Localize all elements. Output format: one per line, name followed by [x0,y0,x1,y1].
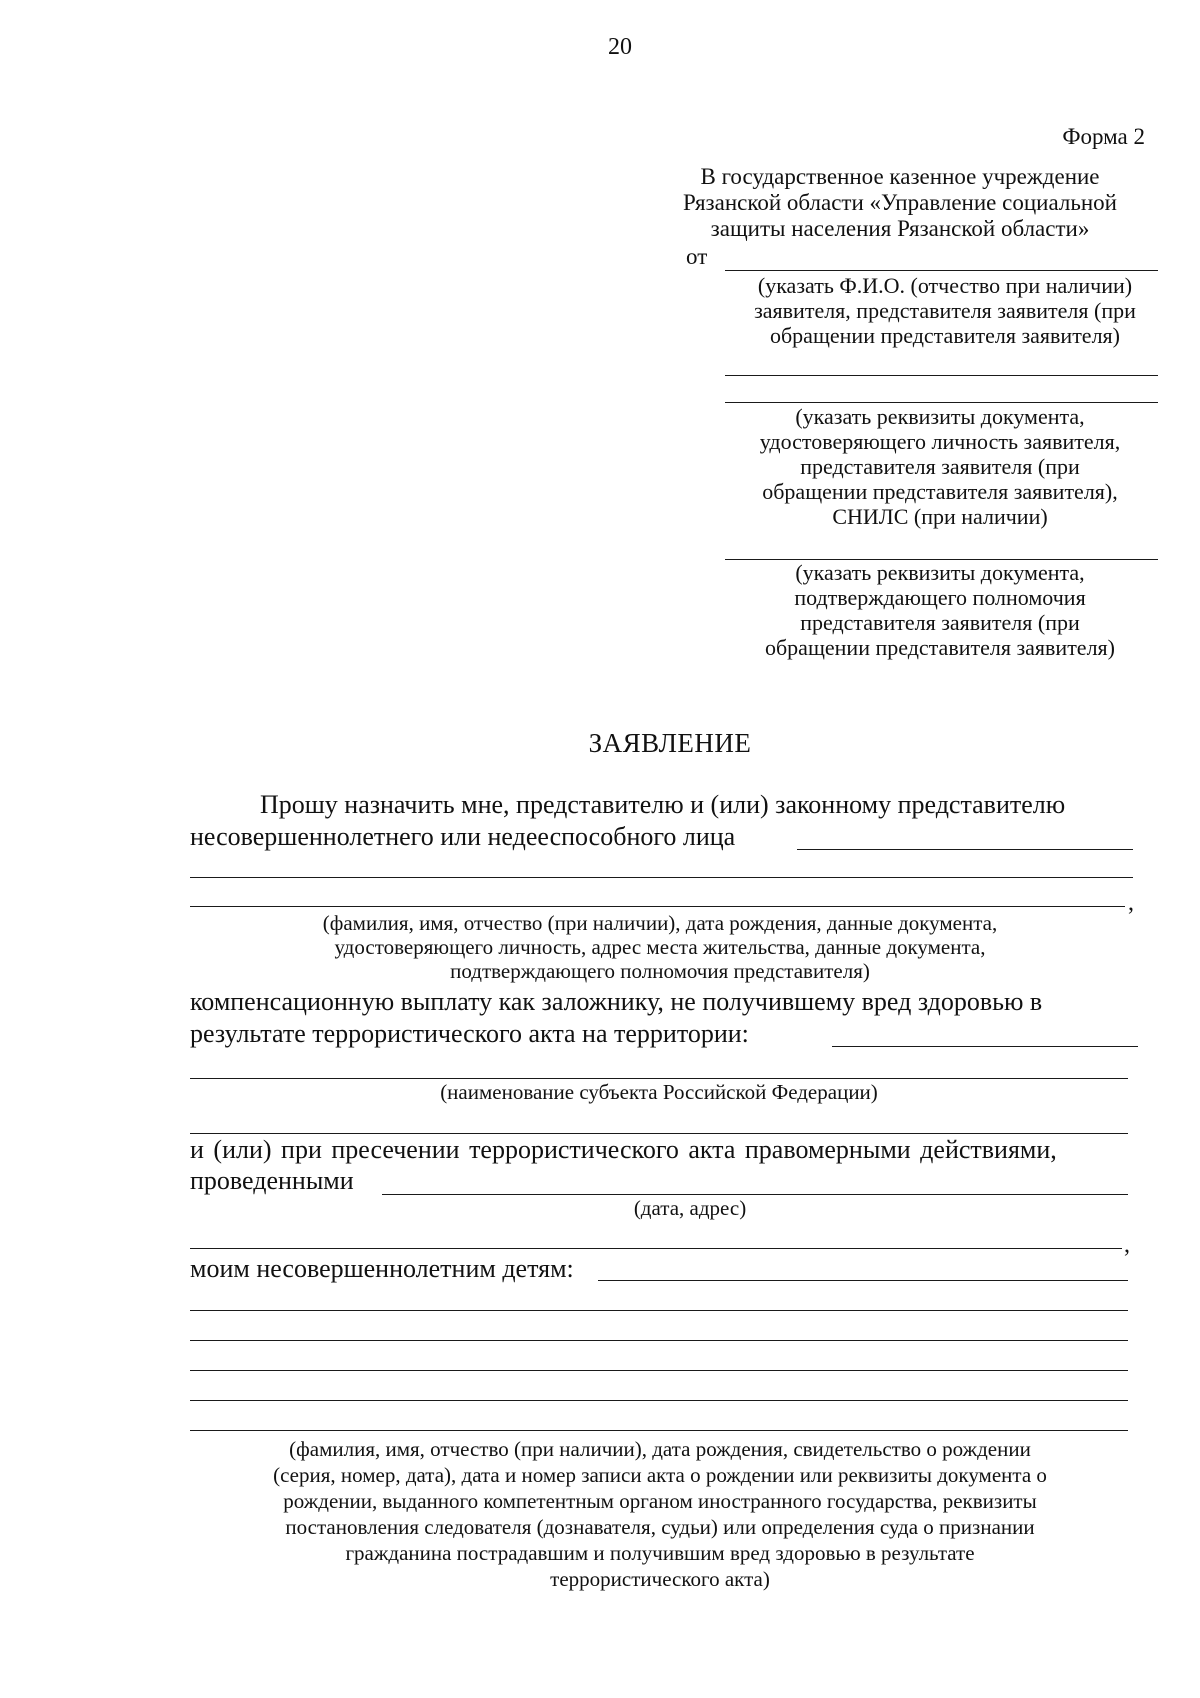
hint-line: подтверждающего полномочия [794,585,1086,610]
request-line-1: Прошу назначить мне, представителю и (или) законному представителю [260,790,1066,819]
hint-line: постановления следователя (дознавателя, судьи) или определения суда о признании [285,1515,1035,1539]
children-label: моим несовершеннолетним детям: [190,1254,574,1283]
hint-line: представителя заявителя (при [800,610,1080,635]
addressee-block [640,164,1160,242]
request-line-2: несовершеннолетнего или недееспособного лица [190,822,736,851]
hint-line: террористического акта) [550,1567,770,1591]
comma: , [1124,1232,1130,1258]
comma: , [1128,890,1134,916]
applicant-hint [715,273,1175,348]
date-address-field[interactable] [382,1194,1128,1195]
identity-document-field[interactable] [725,402,1158,403]
children-field[interactable] [598,1280,1128,1281]
identity-document-hint [705,404,1175,529]
hint-line: представителя заявителя (при [800,454,1080,479]
hint-line: обращении представителя заявителя), [762,479,1118,504]
date-address-hint: (дата, адрес) [633,1196,747,1220]
suppression-line-2: проведенными [190,1166,354,1195]
compensation-line-2: результате террористического акта на территории: [190,1019,749,1048]
authority-document-hint [720,560,1160,660]
hint-line: подтверждающего полномочия представителя) [450,959,870,983]
children-hint [160,1436,1160,1592]
document-title: ЗАЯВЛЕНИЕ [588,728,752,758]
from-label: от [686,244,708,269]
addressee-line: В государственное казенное учреждение [700,164,1100,189]
representative-field-line[interactable] [190,877,1133,878]
children-field-line[interactable] [190,1400,1128,1401]
children-field-line[interactable] [190,1430,1128,1431]
hint-line: гражданина пострадавшим и получившим вред здоровью в результате [345,1541,975,1565]
children-field-line[interactable] [190,1340,1128,1341]
children-field-line[interactable] [190,1370,1128,1371]
hint-line: (указать реквизиты документа, [795,404,1085,429]
addressee-line: защиты населения Рязанской области» [710,216,1090,241]
suppression-line-1: и (или) при пресечении террористического акта правомерными действиями, [190,1135,1057,1164]
addressee-line: Рязанской области «Управление социальной [683,190,1117,215]
hint-line: заявителя, представителя заявителя (при [754,298,1136,323]
date-address-field-line[interactable] [190,1248,1122,1249]
hint-line: удостоверяющего личность, адрес места жительства, данные документа, [334,935,986,959]
region-extra-field[interactable] [190,1133,1128,1134]
compensation-line-1: компенсационную выплату как заложнику, не получившему вред здоровью в [190,987,1043,1016]
page-number: 20 [608,34,632,60]
territory-field[interactable] [832,1046,1138,1047]
region-hint: (наименование субъекта Российской Федерации) [440,1080,878,1104]
hint-line: (указать Ф.И.О. (отчество при наличии) [757,273,1133,298]
hint-line: удостоверяющего личность заявителя, [759,429,1121,454]
representative-field-line[interactable] [190,906,1125,907]
hint-line: (фамилия, имя, отчество (при наличии), дата рождения, свидетельство о рождении [289,1437,1031,1461]
hint-line: (фамилия, имя, отчество (при наличии), дата рождения, данные документа, [322,911,998,935]
hint-line: обращении представителя заявителя) [764,635,1115,660]
representative-field[interactable] [797,849,1133,850]
children-field-line[interactable] [190,1310,1128,1311]
hint-line: СНИЛС (при наличии) [832,504,1048,529]
hint-line: обращении представителя заявителя) [769,323,1120,348]
hint-line: (серия, номер, дата), дата и номер записи акта о рождении или реквизиты документа о [273,1463,1047,1487]
applicant-name-field[interactable] [725,270,1158,271]
applicant-extra-field[interactable] [725,375,1158,376]
hint-line: (указать реквизиты документа, [795,560,1085,585]
territory-field-line[interactable] [190,1078,1128,1079]
form-label: Форма 2 [1062,124,1145,149]
hint-line: рождении, выданного компетентным органом иностранного государства, реквизиты [283,1489,1037,1513]
representative-hint [220,911,1100,983]
